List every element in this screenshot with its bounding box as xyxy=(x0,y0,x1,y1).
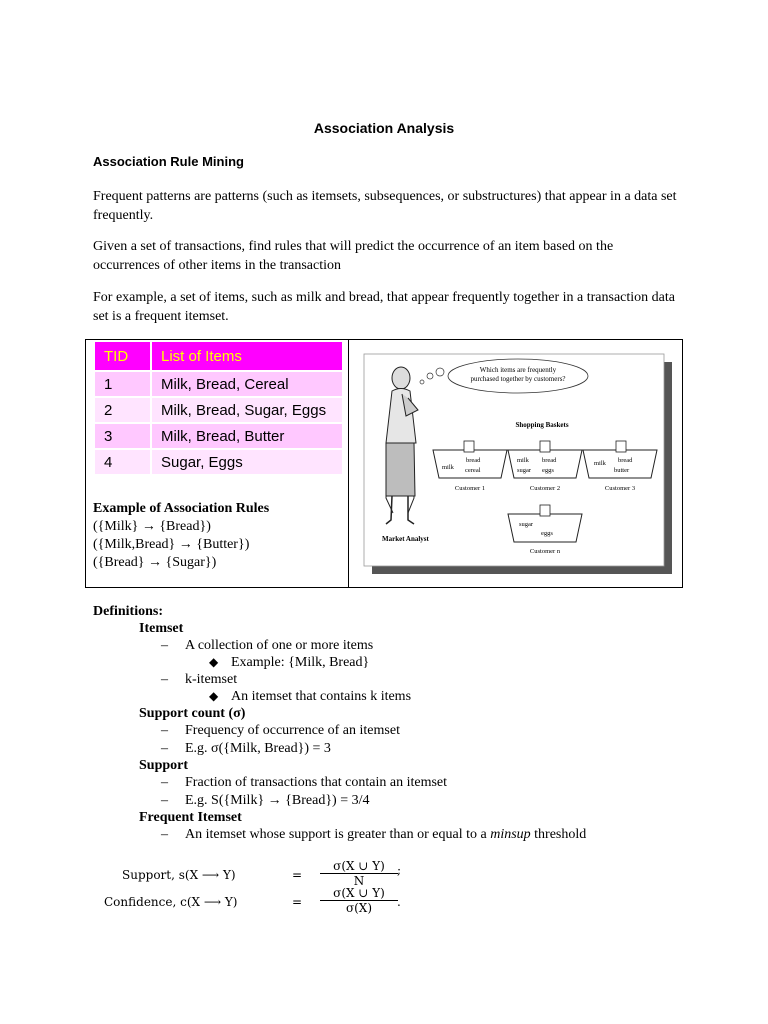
cell-tid: 4 xyxy=(94,449,151,475)
term-frequent-itemset: Frequent Itemset xyxy=(139,810,242,825)
basket-item: eggs xyxy=(541,530,553,537)
dash-bullet: – xyxy=(161,672,168,687)
frequent-text-post: threshold xyxy=(530,827,587,842)
thought-line-2: purchased together by customers? xyxy=(470,375,566,383)
support-denominator: N xyxy=(320,873,398,888)
support-numerator: σ(X ∪ Y) xyxy=(333,859,385,873)
table-row xyxy=(94,449,343,475)
frequent-text-pre: An itemset whose support is greater than or equal to a xyxy=(185,827,491,842)
term-support-count: Support count (σ) xyxy=(139,706,246,721)
page-title: Association Analysis xyxy=(313,120,455,136)
rule-item: ({Milk,Bread} → {Butter}) xyxy=(93,537,250,552)
figure-caption: Shopping Baskets xyxy=(515,421,569,429)
dash-bullet: – xyxy=(161,741,168,756)
confidence-numerator: σ(X ∪ Y) xyxy=(333,886,385,900)
paragraph-rules-goal: Given a set of transactions, find rules that will predict the occurrence of an item based on the occurrences of other items in the transaction xyxy=(93,239,614,273)
basket-item: bread xyxy=(466,457,481,464)
basket-label: Customer n xyxy=(529,548,561,555)
basket-item: butter xyxy=(614,467,630,474)
rule-item: ({Milk} → {Bread}) xyxy=(93,519,211,534)
equals-sign: = xyxy=(292,895,303,909)
cell-tid: 3 xyxy=(94,423,151,449)
cell-tid: 2 xyxy=(94,397,151,423)
basket-item: cereal xyxy=(465,467,481,474)
diamond-bullet: ◆ xyxy=(209,655,219,669)
basket-label: Customer 3 xyxy=(604,485,636,492)
analyst-label: Market Analyst xyxy=(382,535,429,543)
itemset-example: Example: {Milk, Bread} xyxy=(231,655,370,670)
rule-item: ({Bread} → {Sugar}) xyxy=(93,555,217,570)
support-formula-lhs: Support, s(X ⟶ Y) xyxy=(122,868,236,882)
support-definition: Fraction of transactions that contain an itemset xyxy=(185,775,448,790)
example-box xyxy=(85,339,683,588)
basket-item: sugar xyxy=(519,521,534,528)
support-count-example: E.g. σ({Milk, Bread}) = 3 xyxy=(185,741,331,756)
cell-items: Milk, Bread, Cereal xyxy=(151,371,343,397)
term-itemset: Itemset xyxy=(139,621,184,636)
support-count-definition: Frequency of occurrence of an itemset xyxy=(185,723,400,738)
basket-label: Customer 1 xyxy=(454,485,486,492)
transaction-table xyxy=(93,340,344,476)
paragraph-frequent-patterns: Frequent patterns are patterns (such as itemsets, subsequences, or substructures) that appear in a data set frequently. xyxy=(93,189,677,223)
support-example: E.g. S({Milk} → {Bread}) = 3/4 xyxy=(185,793,370,808)
cell-items: Milk, Bread, Sugar, Eggs xyxy=(151,397,343,423)
confidence-denominator: σ(X) xyxy=(320,900,398,915)
confidence-formula-lhs: Confidence, c(X ⟶ Y) xyxy=(104,895,238,909)
dash-bullet: – xyxy=(161,793,168,808)
support-fraction xyxy=(320,859,398,888)
box-divider xyxy=(348,340,349,587)
cell-tid: 1 xyxy=(94,371,151,397)
section-heading: Association Rule Mining xyxy=(93,154,244,169)
paragraph-example: For example, a set of items, such as milk and bread, that appear frequently together in a transaction data set is a frequent itemset. xyxy=(93,290,675,324)
basket-item: bread xyxy=(542,457,557,464)
cell-items: Milk, Bread, Butter xyxy=(151,423,343,449)
dash-bullet: – xyxy=(161,723,168,738)
market-basket-figure xyxy=(358,348,678,580)
cell-items: Sugar, Eggs xyxy=(151,449,343,475)
itemset-definition: A collection of one or more items xyxy=(185,638,374,653)
header-tid: TID xyxy=(94,341,151,371)
thought-line-1: Which items are frequently xyxy=(479,366,557,374)
dash-bullet: – xyxy=(161,775,168,790)
table-row xyxy=(94,423,343,449)
table-row xyxy=(94,371,343,397)
header-items: List of Items xyxy=(151,341,343,371)
basket-item: bread xyxy=(618,457,633,464)
table-row xyxy=(94,397,343,423)
confidence-fraction xyxy=(320,886,398,915)
basket-item: milk xyxy=(442,464,454,471)
basket-item: sugar xyxy=(517,467,532,474)
k-itemset-term: k-itemset xyxy=(185,672,238,687)
association-rules xyxy=(93,500,269,572)
basket-item: milk xyxy=(517,457,529,464)
minsup-term: minsup xyxy=(490,827,531,842)
table-header-row xyxy=(94,341,343,371)
basket-item: milk xyxy=(594,460,606,467)
frequent-itemset-definition xyxy=(185,826,586,843)
support-terminator: ; xyxy=(397,863,402,877)
basket-item: eggs xyxy=(542,467,554,474)
rules-heading: Example of Association Rules xyxy=(93,501,270,516)
definitions-heading: Definitions: xyxy=(93,604,163,619)
diamond-bullet: ◆ xyxy=(209,689,219,703)
term-support: Support xyxy=(139,758,189,773)
equals-sign: = xyxy=(292,868,303,882)
basket-label: Customer 2 xyxy=(529,485,561,492)
k-itemset-definition: An itemset that contains k items xyxy=(231,689,412,704)
dash-bullet: – xyxy=(161,638,168,653)
dash-bullet: – xyxy=(161,827,168,842)
confidence-terminator: . xyxy=(397,895,401,909)
market-basket-illustration xyxy=(358,348,678,580)
